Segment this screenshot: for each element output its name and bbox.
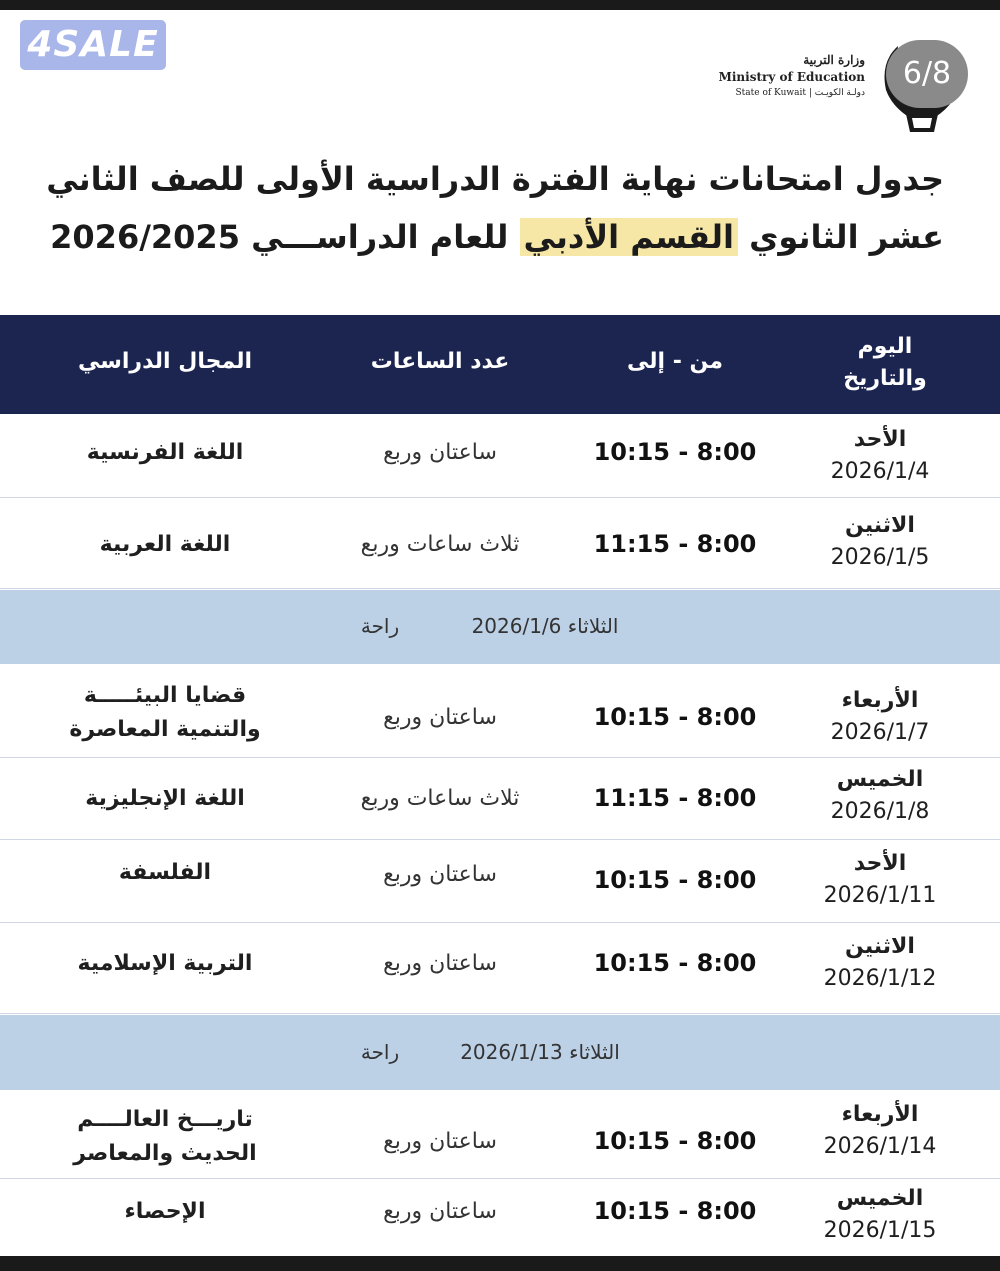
page-title bbox=[40, 150, 944, 266]
table-row bbox=[0, 498, 1000, 589]
rest-day-label: راحة bbox=[360, 614, 400, 638]
date-label: 2026/1/15 bbox=[823, 1218, 937, 1243]
day-date-cell bbox=[790, 424, 970, 488]
title-line-2 bbox=[40, 208, 944, 266]
date-label: 2026/1/12 bbox=[823, 966, 937, 991]
time-cell: 10:15 - 8:00 bbox=[593, 1197, 757, 1225]
subject-line-1: قضايا البيئـــــة bbox=[83, 683, 247, 708]
subject-cell: الفلسفة bbox=[118, 860, 212, 885]
subject-cell: الإحصاء bbox=[124, 1199, 206, 1224]
header-day: اليوم bbox=[857, 334, 913, 359]
time-cell: 10:15 - 8:00 bbox=[593, 866, 757, 894]
title-line-2-post: للعام الدراســـي 2026/2025 bbox=[50, 218, 509, 256]
date-label: 2026/1/7 bbox=[830, 720, 930, 745]
date-label: 2026/1/4 bbox=[830, 459, 930, 484]
date-label: 2026/1/5 bbox=[830, 545, 930, 570]
subject-cell: اللغة الإنجليزية bbox=[85, 786, 245, 811]
state-en: State of Kuwait bbox=[735, 88, 806, 98]
subject-cell bbox=[40, 1103, 290, 1171]
day-label: الأحد bbox=[853, 427, 907, 452]
table-header bbox=[0, 315, 1000, 414]
state-ar: دولـة الكويـت bbox=[814, 88, 865, 98]
header-hours: عدد الساعات bbox=[370, 349, 510, 374]
subject-line-2: الحديث والمعاصر bbox=[73, 1141, 257, 1166]
rest-day-row bbox=[0, 590, 1000, 664]
hours-cell: ساعتان وربع bbox=[383, 862, 497, 887]
day-label: الأربعاء bbox=[841, 688, 919, 713]
bottom-bar bbox=[0, 1256, 1000, 1271]
hours-cell: ساعتان وربع bbox=[383, 705, 497, 730]
day-label: الأحد bbox=[853, 851, 907, 876]
watermark-logo: 4SALE bbox=[20, 20, 166, 70]
top-bar bbox=[0, 0, 1000, 10]
subject-line-1: تاريـــخ العالــــم bbox=[77, 1107, 253, 1132]
ministry-name-ar: وزارة التربية bbox=[803, 53, 865, 67]
day-date-cell bbox=[790, 510, 970, 574]
table-row bbox=[0, 840, 1000, 923]
rest-day-label: راحة bbox=[360, 1040, 400, 1064]
day-label: الاثنين bbox=[845, 934, 915, 959]
table-row bbox=[0, 1091, 1000, 1179]
title-line-2-pre: عشر الثانوي bbox=[749, 218, 944, 256]
rest-day-date: الثلاثاء 2026/1/13 bbox=[460, 1040, 620, 1064]
table-row bbox=[0, 665, 1000, 758]
title-highlight: القسم الأدبي bbox=[520, 218, 738, 256]
day-label: الأربعاء bbox=[841, 1102, 919, 1127]
table-row bbox=[0, 414, 1000, 498]
time-cell: 10:15 - 8:00 bbox=[593, 949, 757, 977]
state-separator: | bbox=[808, 88, 815, 98]
time-cell: 11:15 - 8:00 bbox=[593, 530, 757, 558]
header-subject: المجال الدراسي bbox=[77, 349, 253, 374]
subject-cell bbox=[40, 679, 290, 747]
day-label: الاثنين bbox=[845, 513, 915, 538]
day-label: الخميس bbox=[836, 767, 924, 792]
subject-line-2: والتنمية المعاصرة bbox=[69, 717, 261, 742]
subject-cell: اللغة الفرنسية bbox=[86, 440, 244, 465]
table-row bbox=[0, 1179, 1000, 1255]
header-day-date bbox=[800, 331, 970, 395]
ministry-state bbox=[700, 86, 865, 100]
hours-cell: ساعتان وربع bbox=[383, 440, 497, 465]
date-label: 2026/1/8 bbox=[830, 799, 930, 824]
hours-cell: ساعتان وربع bbox=[383, 951, 497, 976]
subject-cell: اللغة العربية bbox=[99, 532, 231, 557]
subject-cell: التربية الإسلامية bbox=[77, 951, 253, 976]
day-date-cell bbox=[790, 931, 970, 995]
page-indicator-badge: 6/8 bbox=[886, 40, 968, 108]
day-label: الخميس bbox=[836, 1186, 924, 1211]
time-cell: 10:15 - 8:00 bbox=[593, 1127, 757, 1155]
day-date-cell bbox=[790, 1183, 970, 1247]
rest-day-date: الثلاثاء 2026/1/6 bbox=[471, 614, 619, 638]
day-date-cell bbox=[790, 848, 970, 912]
title-line-1: جدول امتحانات نهاية الفترة الدراسية الأولى للصف الثاني bbox=[46, 160, 944, 198]
table-row bbox=[0, 758, 1000, 840]
time-cell: 10:15 - 8:00 bbox=[593, 703, 757, 731]
ministry-header bbox=[700, 52, 865, 100]
time-cell: 10:15 - 8:00 bbox=[593, 438, 757, 466]
hours-cell: ساعتان وربع bbox=[383, 1199, 497, 1224]
table-row bbox=[0, 923, 1000, 1014]
header-time: من - إلى bbox=[627, 349, 723, 374]
hours-cell: ساعتان وربع bbox=[383, 1129, 497, 1154]
day-date-cell bbox=[790, 685, 970, 749]
rest-day-row bbox=[0, 1015, 1000, 1090]
day-date-cell bbox=[790, 1099, 970, 1163]
hours-cell: ثلاث ساعات وربع bbox=[360, 786, 520, 811]
hours-cell: ثلاث ساعات وربع bbox=[360, 532, 520, 557]
date-label: 2026/1/14 bbox=[823, 1134, 937, 1159]
day-date-cell bbox=[790, 764, 970, 828]
time-cell: 11:15 - 8:00 bbox=[593, 784, 757, 812]
date-label: 2026/1/11 bbox=[823, 883, 937, 908]
header-date: والتاريخ bbox=[843, 366, 927, 391]
ministry-name-en: Ministry of Education bbox=[718, 70, 865, 84]
